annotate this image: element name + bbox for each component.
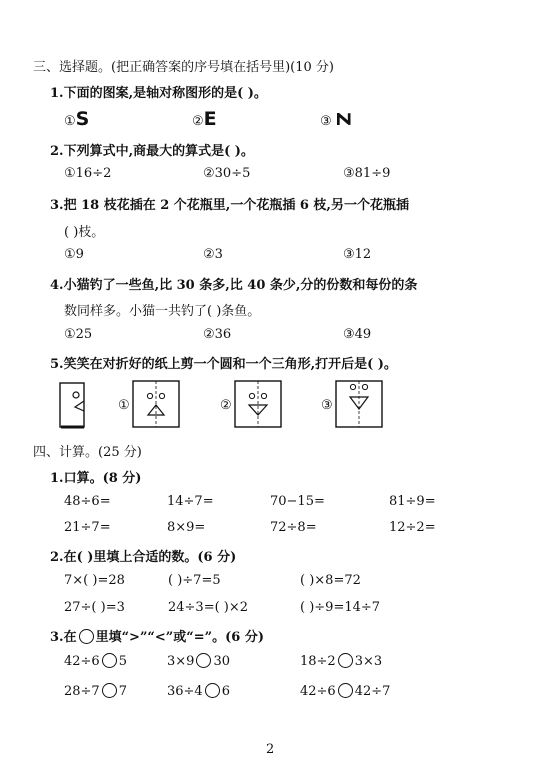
q5-option-2-figure [233, 379, 283, 429]
left-expr: 28÷7 [64, 684, 100, 699]
p3-r2-c3 [300, 683, 390, 699]
p3-heading-pre: 3.在 [50, 630, 77, 645]
p1-r2-c1: 21÷7= [64, 520, 111, 535]
left-expr: 42÷6 [300, 684, 336, 699]
q1-option-3 [320, 108, 354, 130]
q1-option-3-num: ③ [320, 114, 332, 129]
p2-r1-c1: 7×( )=28 [64, 573, 125, 588]
right-expr: 42÷7 [354, 684, 391, 699]
answer-circle[interactable] [196, 653, 211, 668]
left-expr: 42÷6 [64, 654, 100, 669]
p3-r1-c2 [167, 653, 230, 669]
right-expr: 5 [118, 654, 127, 669]
p1-r1-c1: 48÷6= [64, 494, 111, 509]
q3-option-1: ①9 [64, 247, 84, 262]
right-expr: 3×3 [354, 654, 383, 669]
q3-option-2: ②3 [203, 247, 223, 262]
p1-r1-c4: 81÷9= [389, 494, 436, 509]
p1-r2-c3: 72÷8= [270, 520, 317, 535]
q3-option-3: ③12 [343, 247, 372, 262]
q5-option-1-figure [131, 379, 181, 429]
q4-option-1: ①25 [64, 327, 93, 342]
answer-circle[interactable] [338, 683, 353, 698]
q2-option-3: ③81÷9 [343, 166, 391, 181]
q1-option-2-num: ② [192, 114, 204, 129]
p1-r2-c2: 8×9= [167, 520, 206, 535]
p2-r1-c2: ( )÷7=5 [168, 573, 221, 588]
p1-r2-c4: 12÷2= [389, 520, 436, 535]
p1-r1-c3: 70−15= [270, 494, 325, 509]
q1-option-1-glyph: S [75, 108, 90, 130]
p2-r2-c3: ( )÷9=14÷7 [300, 600, 381, 615]
p2-r2-c2: 24÷3=( )×2 [168, 600, 249, 615]
right-expr: 30 [213, 654, 230, 669]
folded-paper-figure [56, 381, 90, 431]
answer-circle[interactable] [102, 683, 117, 698]
p2-r2-c1: 27÷( )=3 [64, 600, 125, 615]
q1-stem: 1.下面的图案,是轴对称图形的是( )。 [50, 86, 267, 101]
q1-option-1 [64, 108, 89, 130]
q5-option-2-num: ② [220, 398, 232, 413]
q4-option-3: ③49 [343, 327, 372, 342]
p1-heading: 1.口算。(8 分) [50, 471, 142, 486]
section-3-title: 三、选择题。(把正确答案的序号填在括号里)(10 分) [33, 60, 334, 75]
q1-option-1-num: ① [64, 114, 76, 129]
p2-heading: 2.在( )里填上合适的数。(6 分) [50, 550, 237, 565]
page-number: 2 [266, 742, 275, 757]
q5-stem: 5.笑笑在对折好的纸上剪一个圆和一个三角形,打开后是( )。 [50, 357, 397, 372]
p1-r1-c2: 14÷7= [167, 494, 214, 509]
q2-option-1: ①16÷2 [64, 166, 112, 181]
answer-circle[interactable] [102, 653, 117, 668]
q2-option-2: ②30÷5 [203, 166, 251, 181]
p2-r1-c3: ( )×8=72 [300, 573, 361, 588]
p3-r1-c3 [300, 653, 382, 669]
p3-r1-c1 [64, 653, 127, 669]
q5-option-3-figure [334, 379, 384, 429]
p3-r2-c2 [167, 683, 230, 699]
q3-stem-line-1: 3.把 18 枝花插在 2 个花瓶里,一个花瓶插 6 枝,另一个花瓶插 [50, 198, 409, 213]
p3-r2-c1 [64, 683, 127, 699]
q5-option-3-num: ③ [321, 398, 333, 413]
p3-heading [50, 626, 264, 645]
p3-heading-post: 里填“>”“<”或“=”。(6 分) [95, 630, 264, 645]
q1-option-2 [192, 108, 217, 130]
answer-circle[interactable] [338, 653, 353, 668]
q2-stem: 2.下列算式中,商最大的算式是( )。 [50, 144, 254, 159]
right-expr: 7 [118, 684, 127, 699]
q4-stem-line-2: 数同样多。小猫一共钓了( )条鱼。 [64, 304, 261, 319]
q3-stem-line-2: ( )枝。 [64, 225, 105, 240]
q1-option-2-glyph: E [203, 108, 217, 130]
section-4-title: 四、计算。(25 分) [33, 445, 142, 460]
left-expr: 36÷4 [167, 684, 203, 699]
left-expr: 3×9 [167, 654, 195, 669]
right-expr: 6 [221, 684, 230, 699]
answer-circle[interactable] [205, 683, 220, 698]
q4-stem-line-1: 4.小猫钓了一些鱼,比 30 条多,比 40 条少,分的份数和每份的条 [50, 278, 418, 293]
compare-circle-icon [79, 629, 94, 644]
q1-option-3-glyph: Z [331, 112, 354, 126]
q4-option-2: ②36 [203, 327, 232, 342]
left-expr: 18÷2 [300, 654, 336, 669]
q5-option-1-num: ① [118, 398, 130, 413]
